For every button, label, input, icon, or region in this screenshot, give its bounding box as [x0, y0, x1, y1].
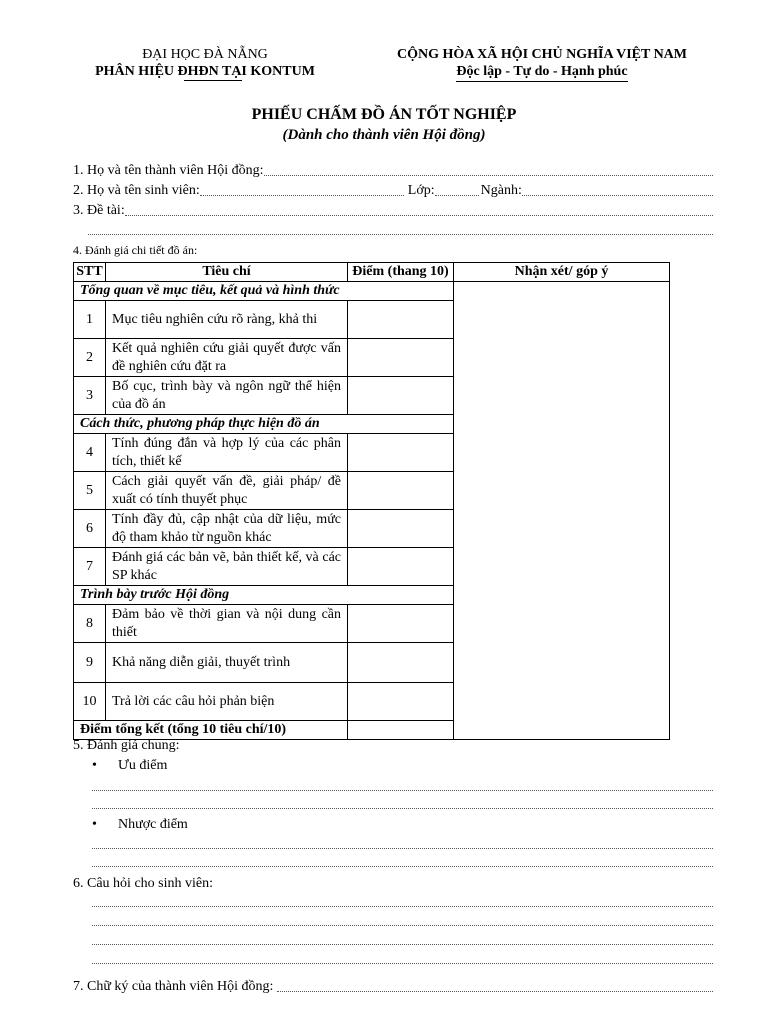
- table-row: 2 Kết quả nghiên cứu giải quyết được vấn đề nghiên cứu đặt ra: [74, 339, 670, 377]
- table-row: 4 Tính đúng đắn và hợp lý của các phân tích, thiết kế: [74, 434, 670, 472]
- score-cell[interactable]: [348, 510, 454, 548]
- table-row: 8 Đảm bảo về thời gian và nội dung cần thiết: [74, 605, 670, 643]
- questions-line-2[interactable]: [92, 925, 713, 926]
- topic-extra-line: [88, 234, 713, 235]
- questions-line-1[interactable]: [92, 906, 713, 907]
- total-label: Điểm tổng kết (tổng 10 tiêu chí/10): [74, 721, 348, 740]
- score-cell[interactable]: [348, 683, 454, 721]
- country-name: CỘNG HÒA XÃ HỘI CHỦ NGHĨA VIỆT NAM: [396, 47, 687, 62]
- topic-label: 3. Đề tài:: [73, 203, 125, 218]
- table-row: 5 Cách giải quyết vấn đề, giải pháp/ đề xuất có tính thuyết phục: [74, 472, 670, 510]
- score-cell[interactable]: [348, 548, 454, 586]
- member-name-field[interactable]: [73, 163, 713, 179]
- table-row: 3 Bố cục, trình bày và ngôn ngữ thể hiện của đồ án: [74, 377, 670, 415]
- member-name-label: 1. Họ và tên thành viên Hội đồng:: [73, 163, 264, 178]
- score-cell[interactable]: [348, 472, 454, 510]
- col-header-stt: STT: [74, 263, 106, 282]
- topic-field[interactable]: [73, 203, 713, 219]
- questions-label: 6. Câu hỏi cho sinh viên:: [73, 876, 213, 891]
- evaluation-table: [73, 262, 670, 740]
- section-row: [74, 282, 670, 301]
- table-row: 9 Khả năng diễn giải, thuyết trình: [74, 643, 670, 683]
- general-label: 5. Đánh giá chung:: [73, 738, 180, 753]
- form-subtitle: (Dành cho thành viên Hội đồng): [282, 127, 486, 143]
- col-header-score: Điểm (thang 10): [348, 263, 454, 282]
- comment-cell[interactable]: [454, 282, 670, 740]
- major-label: Ngành:: [480, 183, 522, 198]
- university-name: ĐẠI HỌC ĐÀ NẴNG: [142, 47, 268, 62]
- score-cell[interactable]: [348, 377, 454, 415]
- col-header-comment: Nhận xét/ góp ý: [454, 263, 670, 282]
- questions-line-3[interactable]: [92, 944, 713, 945]
- pros-bullet: [92, 758, 167, 774]
- col-header-criteria: Tiêu chí: [106, 263, 348, 282]
- student-name-label: 2. Họ và tên sinh viên:: [73, 183, 200, 198]
- motto: Độc lập - Tự do - Hạnh phúc: [372, 63, 712, 82]
- cons-label: Nhược điểm: [118, 817, 188, 832]
- total-score-cell[interactable]: [348, 721, 454, 740]
- cons-line-2[interactable]: [92, 866, 713, 867]
- table-row: 1 Mục tiêu nghiên cứu rõ ràng, khả thi: [74, 301, 670, 339]
- student-name-field[interactable]: [73, 183, 713, 199]
- score-cell[interactable]: [348, 605, 454, 643]
- score-cell[interactable]: [348, 434, 454, 472]
- bullet-icon: •: [92, 758, 97, 773]
- section-method: Cách thức, phương pháp thực hiện đồ án: [74, 415, 454, 434]
- section-overview: Tổng quan về mục tiêu, kết quả và hình thức: [74, 282, 454, 301]
- table-row: 6 Tính đầy đủ, cập nhật của dữ liệu, mức độ tham khảo từ nguồn khác: [74, 510, 670, 548]
- signature-field[interactable]: [73, 979, 713, 995]
- section-presentation: Trình bày trước Hội đồng: [74, 586, 454, 605]
- score-cell[interactable]: [348, 301, 454, 339]
- questions-line-4[interactable]: [92, 963, 713, 964]
- score-cell[interactable]: [348, 339, 454, 377]
- pros-line-1[interactable]: [92, 790, 713, 791]
- cons-bullet: [92, 817, 188, 833]
- table-row: 10 Trả lời các câu hỏi phản biện: [74, 683, 670, 721]
- signature-label: 7. Chữ ký của thành viên Hội đồng:: [73, 979, 274, 994]
- table-row: 7 Đánh giá các bản vẽ, bản thiết kế, và các SP khác: [74, 548, 670, 586]
- national-header: [372, 46, 712, 82]
- cons-line-1[interactable]: [92, 848, 713, 849]
- pros-line-2[interactable]: [92, 808, 713, 809]
- institution-header: [74, 46, 336, 81]
- class-label: Lớp:: [407, 183, 435, 198]
- bullet-icon: •: [92, 817, 97, 832]
- score-cell[interactable]: [348, 643, 454, 683]
- pros-label: Ưu điểm: [118, 758, 168, 773]
- form-title: PHIẾU CHẤM ĐỒ ÁN TỐT NGHIỆP: [251, 106, 517, 123]
- branch-name: PHÂN HIỆU ĐHĐN TẠI KONTUM: [95, 64, 315, 79]
- detail-label: 4. Đánh giá chi tiết đồ án:: [73, 243, 198, 257]
- table-header-row: [74, 263, 670, 282]
- branch-underline: [184, 80, 242, 81]
